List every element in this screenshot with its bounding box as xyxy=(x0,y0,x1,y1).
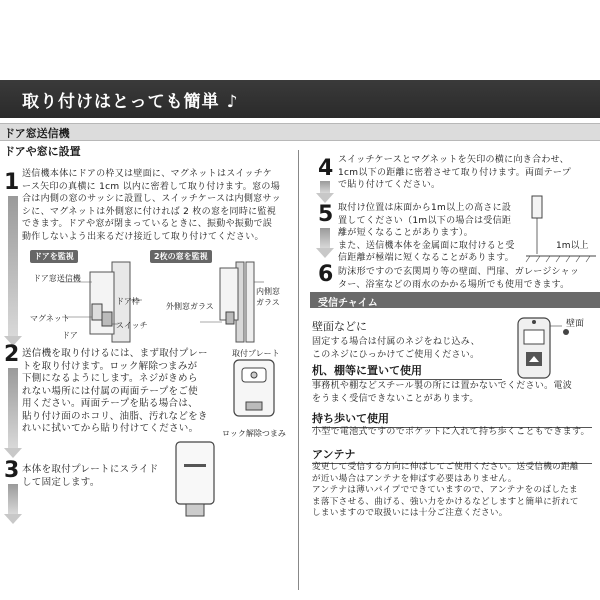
column-divider xyxy=(298,150,299,590)
chime-desk-heading: 机、棚等に置いて使用 xyxy=(312,362,502,380)
section-bar xyxy=(0,123,600,141)
step-5-number: 5 xyxy=(318,202,334,227)
step-1-number: 1 xyxy=(4,170,20,195)
tag-door-monitor: ドアを監視 xyxy=(30,250,78,263)
chime-section-bar xyxy=(310,292,600,308)
label-magnet: マグネット xyxy=(30,314,70,323)
label-mount-plate: 取付プレート xyxy=(232,349,280,358)
step-4-arrow xyxy=(320,181,330,193)
banner-title: 取り付けはとっても簡単 ♪ xyxy=(22,92,239,112)
step-1-text: 送信機本体にドアの枠又は壁面に、マグネットはスイッチケ ース矢印の真横に 1cm 以内に密着して取り付けます。窓の場 合は内側の窓のサッシに設置し、スイッチケースは内側窓サッ シに、マグネットは外側窓に付ければ 2 枚の窓を同時に監視 できます。ドアや窓が閉まっているときに、振動や振動で誤 動作しないよう出来るだけ接近して取り付けてください。 xyxy=(22,169,281,242)
step-2-arrow xyxy=(8,368,18,448)
label-wall: 壁面 xyxy=(566,319,585,329)
step-3-number: 3 xyxy=(4,458,20,483)
step-4-number: 4 xyxy=(318,156,334,181)
section-subtitle: ドアや窓に設置 xyxy=(4,145,81,158)
label-door: ドア xyxy=(62,331,78,340)
chime-antenna-heading: アンテナ xyxy=(312,446,592,464)
transmitter-illustration xyxy=(172,440,222,520)
step-2-text: 送信機を取り付けるには、まず取付プレー トを取り付けます。ロック解除つまみが 下側になるようにします。ネジがきめら れない場所には付属の両面テープをご使 用ください。両面テープを貼る場合は、 貼り付け面のホコリ、油脂、汚れなどをき れいに拭いてから貼り付けてください。 xyxy=(22,348,208,434)
label-height: 1m以上 xyxy=(556,241,589,251)
label-switch: スイッチ xyxy=(116,321,148,330)
section-title: ドア窓送信機 xyxy=(4,127,70,140)
tag-window-monitor: 2枚の窓を監視 xyxy=(150,250,212,263)
label-inner-glass-1: 内側窓 xyxy=(256,287,280,296)
mount-plate-illustration xyxy=(230,358,280,422)
label-inner-glass-2: ガラス xyxy=(256,298,280,307)
chime-wall-text: 固定する場合は付属のネジをねじ込み、 このネジにひっかけてご使用ください。 xyxy=(312,337,480,360)
step-2-number: 2 xyxy=(4,342,20,367)
label-door-frame: ドア枠 xyxy=(116,297,140,306)
label-lock-release: ロック解除つまみ xyxy=(222,429,286,438)
chime-desk-text: 事務机や棚などスチール製の所には置かないでください。電波 をうまく受信できないことがあります。 xyxy=(312,381,573,404)
chime-antenna-text: 変更して受信する方向に伸ばしてご使用ください。送受信機の距離 が近い場合はアンテナを伸ばす必要はありません。 アンテナは薄いパイプでできていますので、アンテナをのばしたま ま落下させる、曲げる、強い力をかけるなどしますと簡単に折れて しまいますので取扱いには十分ご注意ください。 xyxy=(312,462,579,518)
step-6-text: 防沫形ですので玄関周り等の壁面、門扉、ガレージシャッ ター、浴室などの雨水のかかる場所でも使用できます。 xyxy=(338,267,580,290)
label-outer-glass: 外側窓ガラス xyxy=(166,302,214,311)
height-illustration xyxy=(526,196,596,266)
step-6-number: 6 xyxy=(318,262,334,287)
label-transmitter: ドア窓送信機 xyxy=(33,274,81,283)
chime-carry-heading: 持ち歩いて使用 xyxy=(312,410,592,428)
chime-section-title: 受信チャイム xyxy=(318,298,378,309)
chime-carry-text: 小型で電池式ですのでポケットに入れて持ち歩くこともできます。 xyxy=(312,427,590,437)
step-3-arrow xyxy=(8,484,18,514)
step-5-text: 取付け位置は床面から1m以上の高さに設 置してください（1m以下の場合は受信距 離が短くなることがあります）。 また、送信機本体を金属面に取付けると受 信距離が極端に短くなることがあります。 xyxy=(338,203,515,263)
banner xyxy=(0,80,600,118)
chime-wall-heading: 壁面などに xyxy=(312,320,367,333)
step-5-arrow xyxy=(320,228,330,248)
step-3-text: 本体を取付プレートにスライド して固定します。 xyxy=(22,464,159,488)
step-4-text: スイッチケースとマグネットを矢印の横に向き合わせ、 1cm以下の距離に密着させて取り付けます。両面テープ で貼り付けてください。 xyxy=(338,155,572,190)
step-1-arrow xyxy=(8,196,18,336)
